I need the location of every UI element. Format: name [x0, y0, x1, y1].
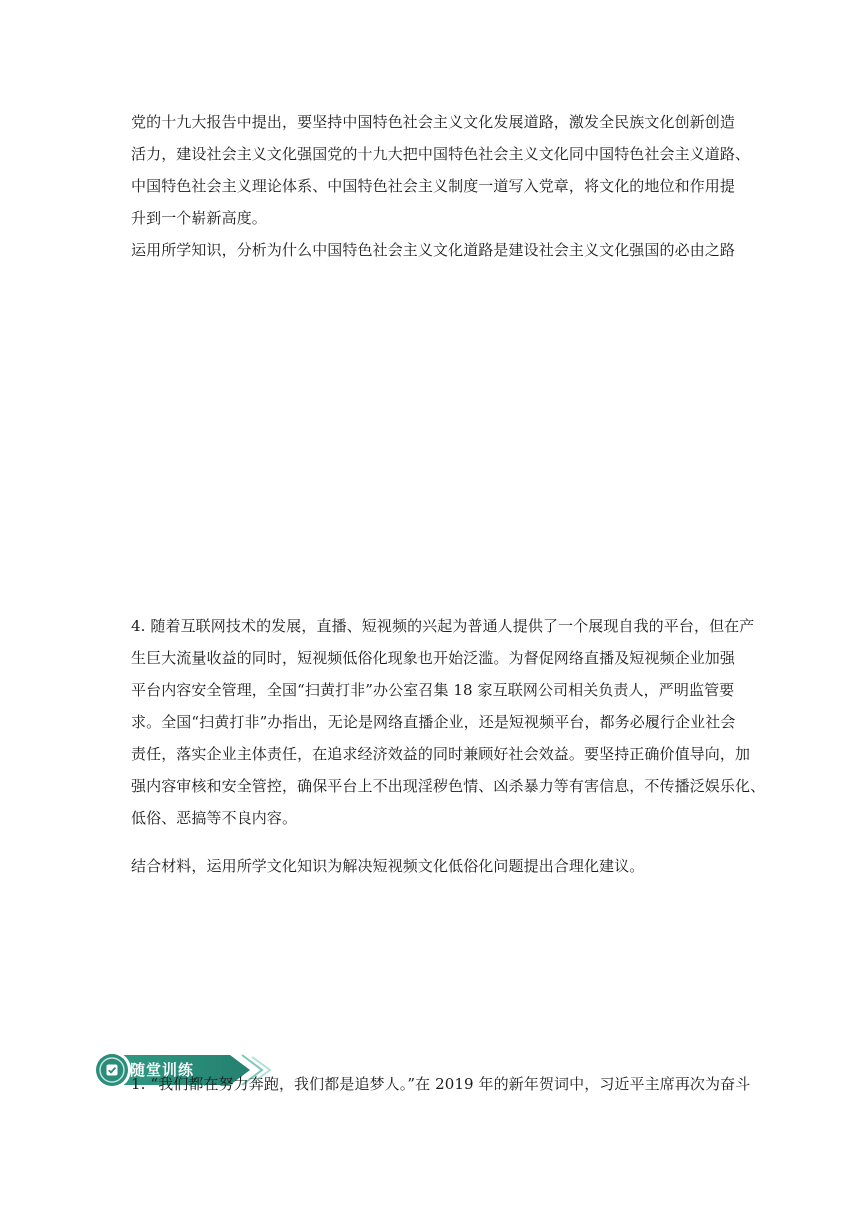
culture-passage: [131, 106, 751, 234]
short-video-passage: [131, 610, 766, 834]
text-line: 强内容审核和安全管控，确保平台上不出现淫秽色情、凶杀暴力等有害信息，不传播泛娱乐化、: [131, 777, 766, 795]
text-line: 4. 随着互联网技术的发展，直播、短视频的兴起为普通人提供了一个展现自我的平台，但在产: [131, 617, 755, 635]
exercise-1: [131, 1068, 751, 1100]
text-line: 活力，建设社会主义文化强国党的十九大把中国特色社会主义文化同中国特色社会主义道路、: [131, 145, 751, 163]
checkbox-icon: [106, 1064, 118, 1076]
text-line: 升到一个崭新高度。: [131, 209, 267, 227]
text-line: 求。全国“扫黄打非”办指出，无论是网络直播企业，还是短视频平台，都务必履行企业社会: [131, 713, 736, 731]
culture-question: [131, 234, 741, 266]
text-line: 生巨大流量收益的同时，短视频低俗化现象也开始泛滥。为督促网络直播及短视频企业加强: [131, 649, 736, 667]
text-line: 党的十九大报告中提出，要坚持中国特色社会主义文化发展道路，激发全民族文化创新创造: [131, 113, 736, 131]
text-line: 中国特色社会主义理论体系、中国特色社会主义制度一道写入党章，将文化的地位和作用提: [131, 177, 736, 195]
banner-title: 随堂训练: [130, 1061, 195, 1079]
text-line: 责任，落实企业主体责任，在追求经济效益的同时兼顾好社会效益。要坚持正确价值导向，加: [131, 745, 751, 763]
short-video-question: [131, 850, 741, 882]
question-text: 结合材料，运用所学文化知识为解决短视频文化低俗化问题提出合理化建议。: [131, 857, 645, 875]
text-line: 1. “我们都在努力奔跑，我们都是追梦人。”在 2019 年的新年贺词中，习近平主席再次为奋斗: [131, 1075, 751, 1093]
text-line: 平台内容安全管理，全国“扫黄打非”办公室召集 18 家互联网公司相关负责人，严明监管要: [131, 681, 735, 699]
question-text: 运用所学知识，分析为什么中国特色社会主义文化道路是建设社会主义文化强国的必由之路: [131, 241, 736, 259]
text-line: 低俗、恶搞等不良内容。: [131, 809, 298, 827]
